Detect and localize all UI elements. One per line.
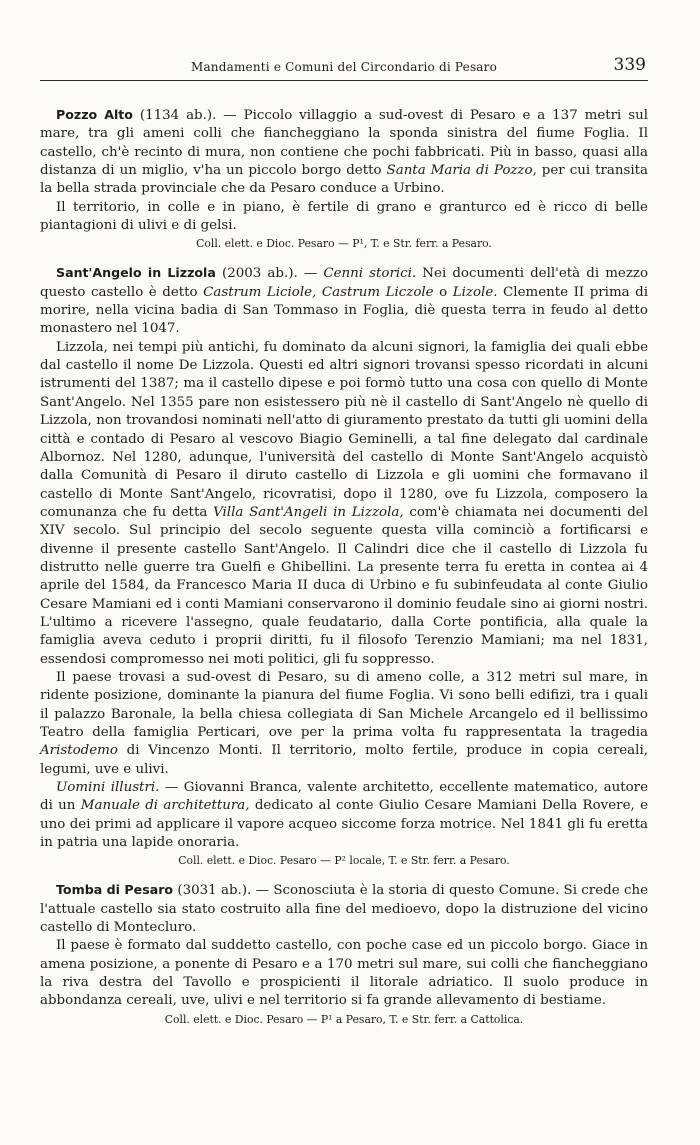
- italic-text: Santa Maria di Pozzo: [386, 163, 533, 179]
- entry-heading: Sant'Angelo in Lizzola: [56, 265, 216, 281]
- paragraph: [40, 106, 648, 199]
- paragraph: [40, 264, 648, 338]
- paragraph: [40, 779, 648, 852]
- text-run: Nei documenti dell'età di mezzo questo castello è detto: [40, 266, 649, 300]
- entry-tomba-di-pesaro: [40, 881, 648, 1028]
- footnote-line: Coll. elett. e Dioc. Pesaro — P¹ a Pesaro, T. e Str. ferr. a Cattolica.: [164, 1012, 524, 1026]
- italic-text: Castrum Liciole, Castrum Liczole: [203, 284, 434, 300]
- text-run: (2003 ab.). —: [215, 266, 324, 282]
- footnote-line: Coll. elett. e Dioc. Pesaro — P² locale, T. e Str. ferr. a Pesaro.: [178, 854, 510, 868]
- text-run: , per cui transita la bella strada provinciale che da Pesaro conduce a Urbino.: [40, 163, 648, 197]
- italic-text: Cenni storici.: [323, 266, 417, 282]
- entry-heading: Pozzo Alto: [56, 107, 133, 122]
- text-run: (3031 ab.). — Sconosciuta è la storia di questo Comune. Si crede che l'attuale castello sia stato costruito alla fine del medioevo, dopo la distruzione del vicino castello di Montecluro.: [40, 883, 648, 936]
- text-run: Il paese trovasi a sud-ovest di Pesaro, su di ameno colle, a 312 metri sul mare, in ridente posizione, dominante la pianura del fiume Foglia. Vi sono belli edifizi, tra i quali il palazzo Baronale, la bella chiesa collegiata di San Michele Arcangelo ed il bellissimo Teatro della famiglia Perticari, ove per la prima volta fu rappresentata la tragedia: [40, 669, 648, 740]
- italic-text: Uomini illustri.: [56, 780, 160, 796]
- italic-text: Lizole.: [452, 284, 498, 300]
- paragraph: [40, 339, 648, 669]
- text-run: — Giovanni Branca, valente architetto, eccellente matematico, autore di un: [40, 780, 649, 814]
- entry-sant-angelo-in-lizzola: [40, 264, 648, 870]
- paragraph: [40, 669, 648, 779]
- paragraph: Il paese è formato dal suddetto castello, con poche case ed un piccolo borgo. Giace in amena posizione, a ponente di Pesaro e a 170 metri sul mare, sui colli che fiancheggiano la riva destra del Tavollo e prospicienti il litorale adriatico. Il suolo produce in abbondanza cereali, uve, ulivi e nel territorio si fa grande allevamento di bestiame.: [40, 938, 648, 1009]
- text-run: o: [433, 284, 453, 300]
- text-run: Clemente II prima di morire, nella vicina badia di San Tommaso in Foglia, diè questa terra in feudo al detto monastero nel 1047.: [40, 284, 649, 337]
- page-number: 339: [613, 55, 646, 75]
- footnote-line: Coll. elett. e Dioc. Pesaro — P¹, T. e Str. ferr. a Pesaro.: [196, 237, 492, 251]
- running-title: Mandamenti e Comuni del Circondario di Pesaro: [190, 60, 498, 74]
- body-text: [40, 106, 648, 1029]
- paragraph: [40, 881, 648, 937]
- italic-text: Manuale di architettura,: [80, 798, 250, 814]
- entry-pozzo-alto: [40, 106, 648, 253]
- italic-text: Aristodemo: [40, 743, 118, 759]
- paragraph: Il territorio, in colle e in piano, è fertile di grano e granturco ed è ricco di belle piantagioni di ulivi e di gelsi.: [40, 199, 648, 234]
- text-run: com'è chiamata nei documenti del XIV secolo. Sul principio del secolo seguente questa villa cominciò a fortificarsi e divenne il presente castello Sant'Angelo. Il Calindri dice che il castello di Lizzola fu distrutto nelle guerre tra Guelfi e Ghibellini. La presente terra fu eretta in contea ai 4 aprile del 1584, da Francesco Maria II duca di Urbino e fu subinfeudata al conte Giulio Cesare Mamiani ed i conti Mamiani conservarono il dominio feudale sino ai giorni nostri. L'ultimo a ricevere l'assegno, quale feudatario, dalla Corte pontificia, alla quale la famiglia aveva ceduto i proprii diritti, fu il filosofo Terenzio Mamiani; ma nel 1831, essendosi compromesso nei moti politici, gli fu soppresso.: [40, 504, 648, 667]
- text-run: (1134 ab.). — Piccolo villaggio a sud-ovest di Pesaro e a 137 metri sul mare, tra gli ameni colli che fiancheggiano la sponda sinistra del fiume Foglia. Il castello, ch'è recinto di mura, non contiene che pochi fabbricati. Più in basso, quasi alla distanza di un miglio, v'ha un piccolo borgo detto: [40, 108, 648, 179]
- entry-heading: Tomba di Pesaro: [56, 882, 174, 898]
- page-header: [40, 56, 648, 81]
- text-run: dedicato al conte Giulio Cesare Mamiani Della Rovere, e uno dei primi ad applicare il vapore acqueo siccome forza motrice. Nel 1841 gli fu eretta in patria una lapide onoraria.: [40, 798, 648, 851]
- text-run: di Vincenzo Monti. Il territorio, molto fertile, produce in copia cereali, legumi, uve e ulivi.: [40, 743, 648, 777]
- italic-text: Villa Sant'Angeli in Lizzola,: [213, 504, 404, 520]
- text-run: Lizzola, nei tempi più antichi, fu dominato da alcuni signori, la famiglia dei quali ebbe dal castello il nome De Lizzola. Questi ed altri signori trovansi spesso ricordati in alcuni istrumenti del 1387; ma il castello dipese e poi formò tutto una cosa con quello di Monte Sant'Angelo. Nel 1355 pare non esistessero più nè il castello di Sant'Angelo nè quello di Lizzola, non trovandosi nominati nell'atto di giuramento prestato da tutti gli uomini della città e contado di Pesaro al vescovo Biagio Geminelli, a tal fine delegato dal cardinale Albornoz. Nel 1280, adunque, l'università del castello di Monte Sant'Angelo acquistò dalla Comunità di Pesaro il diruto castello di Lizzola e gli uomini che formavano il castello di Monte Sant'Angelo, ricovratisi, dopo il 1280, ove fu Lizzola, composero la comunanza che fu detta: [40, 339, 648, 520]
